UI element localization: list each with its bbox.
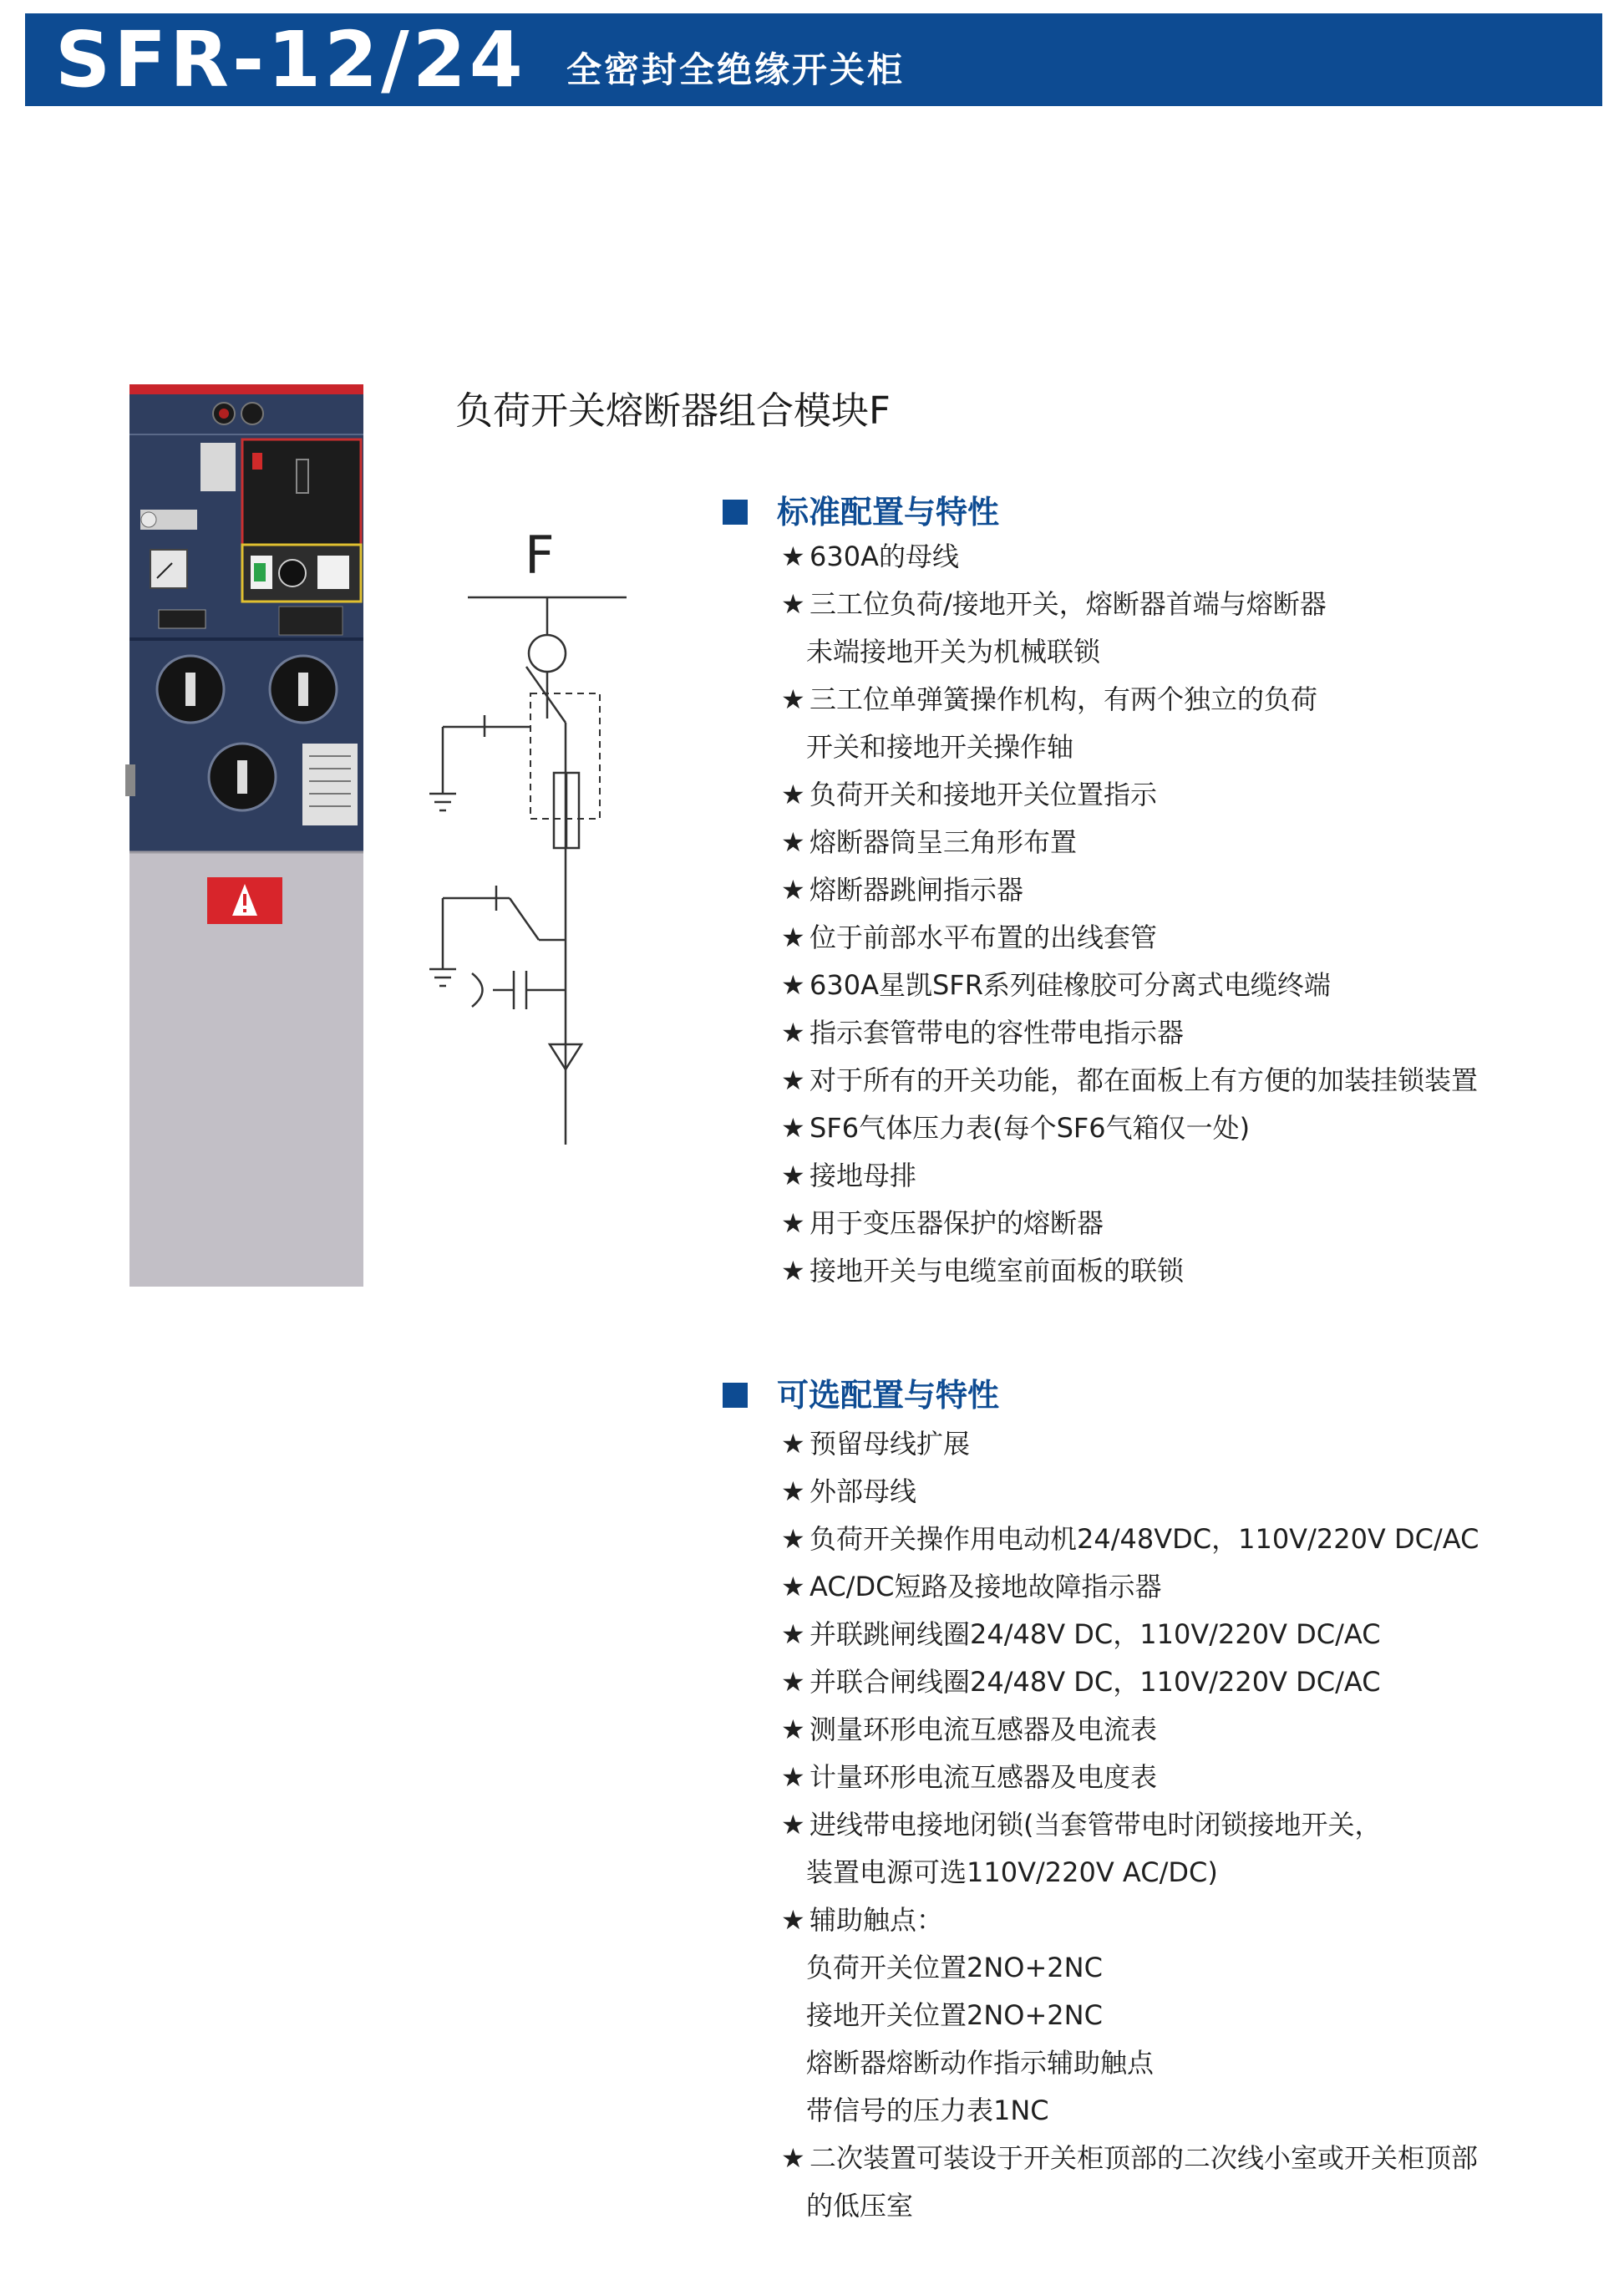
- feature-text: 对于所有的开关功能，都在面板上有方便的加装挂锁装置: [809, 1064, 1479, 1096]
- feature-item: [781, 1801, 1583, 1849]
- star-bullet-icon: ★: [781, 1618, 805, 1650]
- feature-item: [781, 676, 1583, 724]
- feature-item: [781, 1658, 1583, 1706]
- section-bullet-square: [723, 1383, 748, 1408]
- feature-text: 接地开关位置2NO+2NC: [806, 1999, 1103, 2031]
- star-bullet-icon: ★: [781, 1523, 805, 1555]
- star-bullet-icon: ★: [781, 541, 805, 572]
- feature-text: SF6气体压力表(每个SF6气箱仅一处): [809, 1112, 1251, 1144]
- feature-text: 的低压室: [806, 2190, 914, 2222]
- feature-item: [781, 1247, 1583, 1295]
- feature-item: [781, 724, 1583, 771]
- star-bullet-icon: ★: [781, 1207, 805, 1239]
- feature-item: [781, 1944, 1583, 1992]
- star-bullet-icon: ★: [781, 1666, 805, 1698]
- feature-text: 带信号的压力表1NC: [806, 2095, 1049, 2126]
- feature-item: [781, 1468, 1583, 1516]
- feature-text: 三工位负荷/接地开关，熔断器首端与熔断器: [809, 588, 1327, 620]
- feature-item: [781, 2039, 1583, 2087]
- feature-text: 630A的母线: [809, 541, 959, 572]
- feature-text: 负荷开关操作用电动机24/48VDC，110V/220V DC/AC: [809, 1523, 1479, 1555]
- section-bullet-square: [723, 500, 748, 525]
- feature-text: 负荷开关位置2NO+2NC: [806, 1952, 1103, 1983]
- feature-text: 熔断器熔断动作指示辅助触点: [806, 2047, 1155, 2079]
- feature-text: 接地母排: [809, 1160, 917, 1191]
- feature-item: [781, 819, 1583, 866]
- feature-text: 进线带电接地闭锁(当套管带电时闭锁接地开关，: [809, 1809, 1382, 1841]
- feature-item: [781, 2182, 1583, 2230]
- feature-item: [781, 1897, 1583, 1944]
- star-bullet-icon: ★: [781, 1761, 805, 1793]
- star-bullet-icon: ★: [781, 1714, 805, 1745]
- feature-item: [781, 914, 1583, 962]
- feature-item: [781, 1009, 1583, 1057]
- feature-text: 指示套管带电的容性带电指示器: [809, 1017, 1185, 1049]
- header-banner: [25, 13, 1602, 106]
- feature-text: 外部母线: [809, 1475, 917, 1507]
- standard-feature-list: [781, 533, 1583, 1295]
- star-bullet-icon: ★: [781, 2142, 805, 2174]
- feature-text: 预留母线扩展: [809, 1428, 971, 1460]
- star-bullet-icon: ★: [781, 1160, 805, 1191]
- star-bullet-icon: ★: [781, 1112, 805, 1144]
- feature-item: [781, 1152, 1583, 1200]
- feature-item: [781, 771, 1583, 819]
- star-bullet-icon: ★: [781, 826, 805, 858]
- wiring-diagram: [418, 518, 668, 1145]
- star-bullet-icon: ★: [781, 1064, 805, 1096]
- feature-item: [781, 1849, 1583, 1897]
- feature-item: [781, 2087, 1583, 2135]
- feature-item: [781, 2135, 1583, 2182]
- feature-item: [781, 1563, 1583, 1611]
- feature-item: [781, 1057, 1583, 1104]
- feature-item: [781, 962, 1583, 1009]
- star-bullet-icon: ★: [781, 1475, 805, 1507]
- feature-text: 二次装置可装设于开关柜顶部的二次线小室或开关柜顶部: [809, 2142, 1479, 2174]
- feature-item: [781, 1706, 1583, 1754]
- feature-item: [781, 866, 1583, 914]
- standard-section-title: 标准配置与特性: [777, 494, 1000, 531]
- feature-item: [781, 1104, 1583, 1152]
- star-bullet-icon: ★: [781, 969, 805, 1001]
- optional-feature-list: [781, 1420, 1583, 2230]
- feature-item: [781, 1420, 1583, 1468]
- feature-item: [781, 1516, 1583, 1563]
- feature-text: 熔断器跳闸指示器: [809, 874, 1024, 906]
- feature-text: AC/DC短路及接地故障指示器: [809, 1571, 1162, 1602]
- star-bullet-icon: ★: [781, 1809, 805, 1841]
- diagram-label: F: [525, 525, 555, 586]
- module-title: 负荷开关熔断器组合模块F: [455, 388, 891, 433]
- cabinet-image: [125, 384, 368, 1287]
- feature-text: 位于前部水平布置的出线套管: [809, 922, 1158, 953]
- star-bullet-icon: ★: [781, 922, 805, 953]
- star-bullet-icon: ★: [781, 1904, 805, 1936]
- star-bullet-icon: ★: [781, 1428, 805, 1460]
- feature-text: 开关和接地开关操作轴: [806, 731, 1074, 763]
- feature-item: [781, 1992, 1583, 2039]
- model-subtitle: 全密封全绝缘开关柜: [566, 49, 906, 90]
- feature-text: 计量环形电流互感器及电度表: [809, 1761, 1158, 1793]
- star-bullet-icon: ★: [781, 1571, 805, 1602]
- feature-item: [781, 1611, 1583, 1658]
- feature-text: 装置电源可选110V/220V AC/DC): [806, 1856, 1218, 1888]
- star-bullet-icon: ★: [781, 874, 805, 906]
- star-bullet-icon: ★: [781, 779, 805, 810]
- star-bullet-icon: ★: [781, 683, 805, 715]
- feature-text: 三工位单弹簧操作机构，有两个独立的负荷: [809, 683, 1318, 715]
- feature-text: 负荷开关和接地开关位置指示: [809, 779, 1158, 810]
- feature-text: 测量环形电流互感器及电流表: [809, 1714, 1158, 1745]
- feature-text: 并联跳闸线圈24/48V DC，110V/220V DC/AC: [809, 1618, 1381, 1650]
- star-bullet-icon: ★: [781, 1255, 805, 1287]
- feature-text: 并联合闸线圈24/48V DC，110V/220V DC/AC: [809, 1666, 1381, 1698]
- feature-text: 未端接地开关为机械联锁: [806, 636, 1101, 668]
- feature-item: [781, 1200, 1583, 1247]
- feature-item: [781, 628, 1583, 676]
- model-title: SFR-12/24: [55, 15, 526, 104]
- feature-text: 接地开关与电缆室前面板的联锁: [809, 1255, 1185, 1287]
- feature-text: 熔断器筒呈三角形布置: [809, 826, 1078, 858]
- star-bullet-icon: ★: [781, 588, 805, 620]
- feature-item: [781, 581, 1583, 628]
- feature-text: 用于变压器保护的熔断器: [809, 1207, 1104, 1239]
- feature-text: 630A星凯SFR系列硅橡胶可分离式电缆终端: [809, 969, 1331, 1001]
- feature-item: [781, 533, 1583, 581]
- optional-section-title: 可选配置与特性: [777, 1377, 1000, 1414]
- feature-text: 辅助触点：: [809, 1904, 944, 1936]
- feature-item: [781, 1754, 1583, 1801]
- star-bullet-icon: ★: [781, 1017, 805, 1049]
